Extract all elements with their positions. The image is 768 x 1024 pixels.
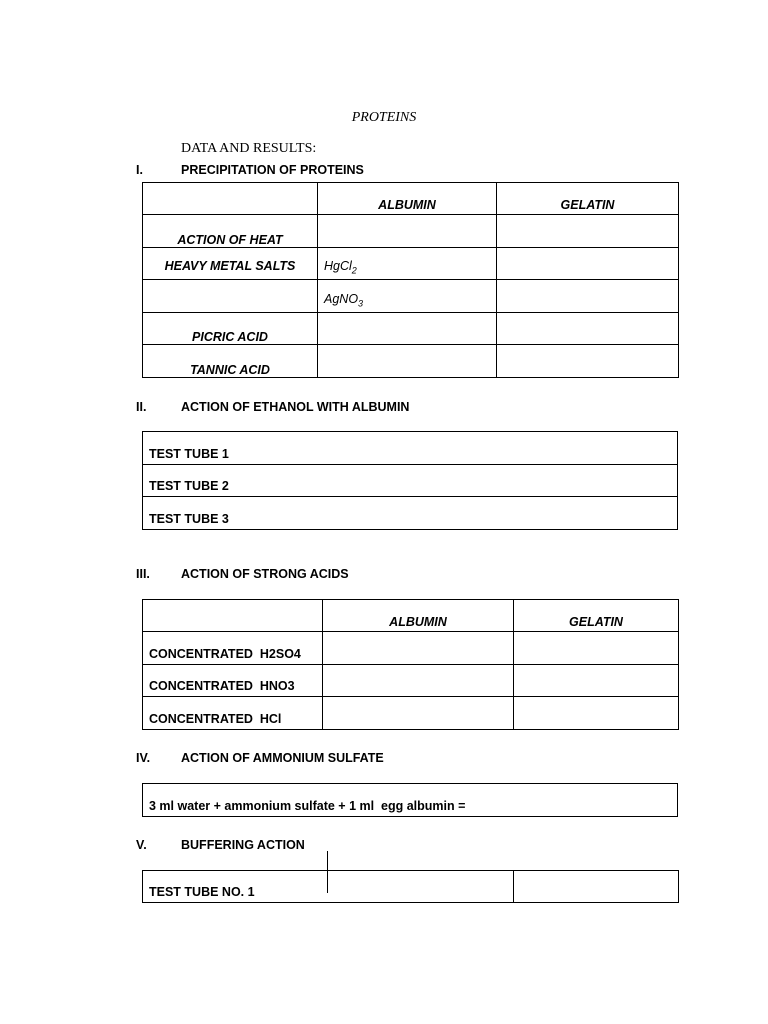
- row-label: CONCENTRATED H2SO4: [143, 632, 323, 665]
- row-label[interactable]: TEST TUBE 2: [143, 465, 678, 497]
- albumin-cell[interactable]: [323, 632, 514, 665]
- section-3-number: III.: [136, 567, 150, 581]
- section-1-title: PRECIPITATION OF PROTEINS: [181, 163, 364, 177]
- ammonium-sulfate-table: [142, 783, 678, 817]
- gelatin-cell[interactable]: [497, 215, 679, 248]
- row-label: CONCENTRATED HCl: [143, 697, 323, 730]
- albumin-cell[interactable]: [323, 697, 514, 730]
- table-row: [143, 465, 678, 497]
- section-4-number: IV.: [136, 751, 151, 765]
- table-row: [143, 215, 679, 248]
- row-label[interactable]: TEST TUBE NO. 1: [143, 871, 514, 903]
- section-5-number: V.: [136, 838, 147, 852]
- gelatin-cell[interactable]: [514, 697, 679, 730]
- gelatin-cell[interactable]: [514, 632, 679, 665]
- row-label[interactable]: TEST TUBE 1: [143, 432, 678, 465]
- row-label: [143, 280, 318, 313]
- reagent-subscript: 2: [351, 265, 357, 275]
- col-header-gelatin: GELATIN: [497, 183, 679, 215]
- table-row: [143, 697, 679, 730]
- col-header-albumin: ALBUMIN: [318, 183, 497, 215]
- section-3-title: ACTION OF STRONG ACIDS: [181, 567, 349, 581]
- col-header-albumin: ALBUMIN: [323, 600, 514, 632]
- section-2-number: II.: [136, 400, 147, 414]
- gelatin-cell[interactable]: [497, 280, 679, 313]
- table-row: [143, 784, 678, 817]
- table-row: [143, 313, 679, 345]
- row-label: HEAVY METAL SALTS: [143, 248, 318, 280]
- gelatin-cell[interactable]: [497, 248, 679, 280]
- table-header-blank: [143, 600, 323, 632]
- row-label: PICRIC ACID: [143, 313, 318, 345]
- gelatin-cell[interactable]: [497, 345, 679, 378]
- result-cell[interactable]: [514, 871, 679, 903]
- table-row: [143, 871, 679, 903]
- table-row: [143, 497, 678, 530]
- page-subtitle: DATA AND RESULTS:: [181, 141, 317, 156]
- row-label: CONCENTRATED HNO3: [143, 665, 323, 697]
- table-row: [143, 345, 679, 378]
- section-1-number: I.: [136, 163, 143, 177]
- reagent-formula: AgNO: [324, 291, 359, 306]
- ethanol-table: [142, 431, 678, 530]
- section-5-title: BUFFERING ACTION: [181, 838, 305, 852]
- reagent-subscript: 3: [358, 298, 364, 308]
- buffering-table: [142, 870, 679, 903]
- reagent-cell[interactable]: [318, 248, 497, 280]
- gelatin-cell[interactable]: [514, 665, 679, 697]
- table-row: [143, 280, 679, 313]
- row-label[interactable]: TEST TUBE 3: [143, 497, 678, 530]
- gelatin-cell[interactable]: [497, 313, 679, 345]
- strong-acids-table: [142, 599, 679, 730]
- section-4-title: ACTION OF AMMONIUM SULFATE: [181, 751, 384, 765]
- formula-cell[interactable]: 3 ml water + ammonium sulfate + 1 ml egg albumin =: [143, 784, 678, 817]
- table-row: [143, 248, 679, 280]
- table-row: [143, 665, 679, 697]
- reagent-cell[interactable]: [318, 280, 497, 313]
- table-row: [143, 432, 678, 465]
- section-2-title: ACTION OF ETHANOL WITH ALBUMIN: [181, 400, 410, 414]
- precipitation-table: [142, 182, 679, 378]
- row-label: ACTION OF HEAT: [143, 215, 318, 248]
- page-title: PROTEINS: [351, 110, 417, 125]
- table-header-blank: [143, 183, 318, 215]
- albumin-cell[interactable]: [318, 313, 497, 345]
- albumin-cell[interactable]: [318, 345, 497, 378]
- text-cursor: [327, 851, 328, 893]
- col-header-gelatin: GELATIN: [514, 600, 679, 632]
- albumin-cell[interactable]: [323, 665, 514, 697]
- row-label: TANNIC ACID: [143, 345, 318, 378]
- reagent-formula: HgCl: [324, 258, 352, 273]
- table-row: [143, 632, 679, 665]
- albumin-cell[interactable]: [318, 215, 497, 248]
